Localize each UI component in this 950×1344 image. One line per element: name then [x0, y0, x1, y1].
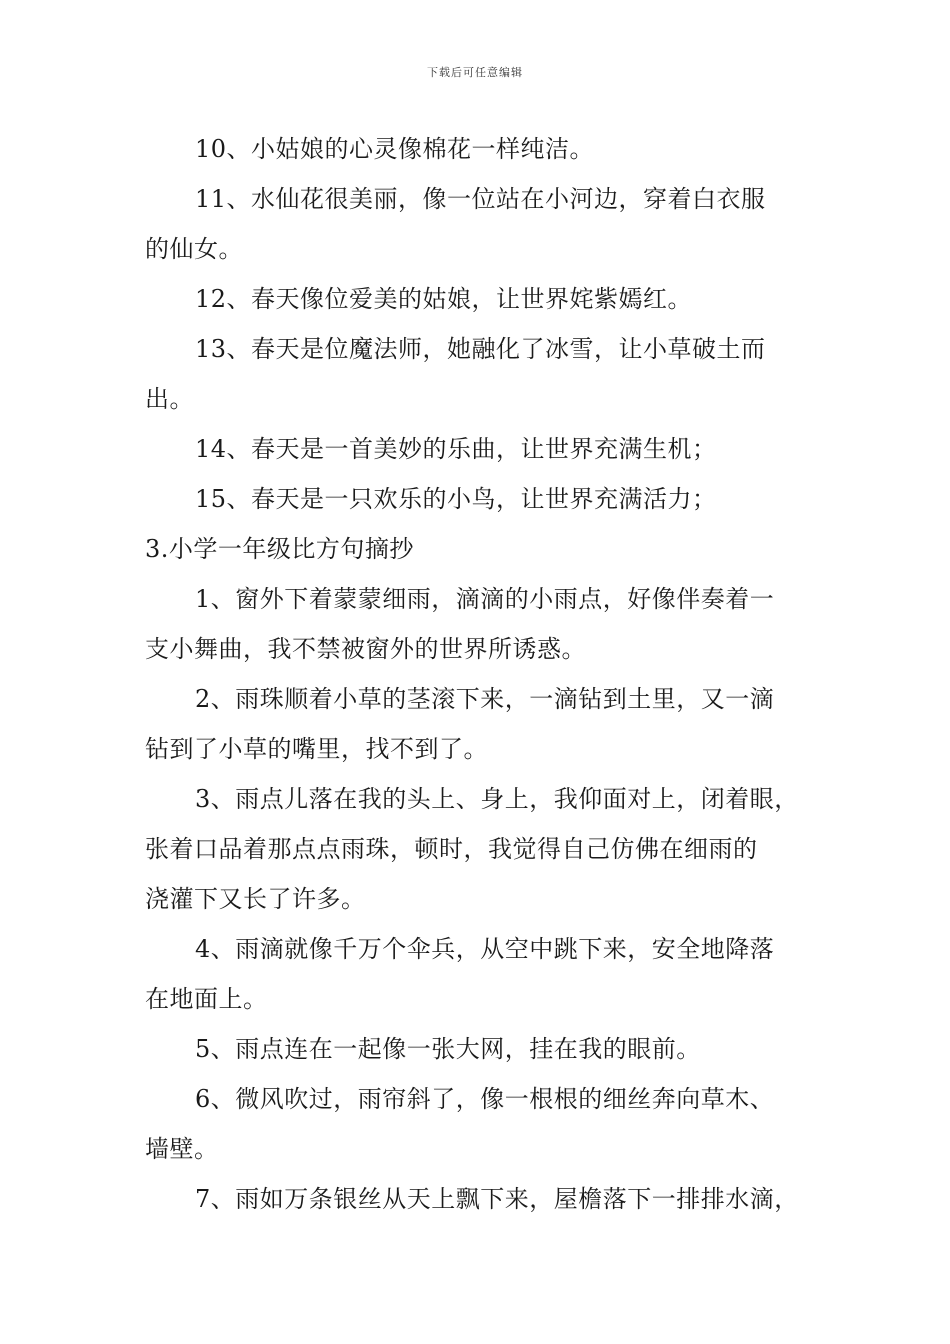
text-line: 13、春天是位魔法师，她融化了冰雪，让小草破土而: [195, 335, 766, 363]
text-line: 墙壁。: [145, 1135, 219, 1163]
text-line: 出。: [145, 385, 194, 413]
text-line: 4、雨滴就像千万个伞兵，从空中跳下来，安全地降落: [195, 935, 775, 963]
text-line: 15、春天是一只欢乐的小鸟，让世界充满活力；: [195, 485, 717, 513]
text-line: 2、雨珠顺着小草的茎滚下来，一滴钻到土里，又一滴: [195, 685, 775, 713]
text-line: 12、春天像位爱美的姑娘，让世界姹紫嫣红。: [195, 285, 693, 313]
text-line: 10、小姑娘的心灵像棉花一样纯洁。: [195, 135, 595, 163]
text-line: 1、窗外下着蒙蒙细雨，滴滴的小雨点，好像伴奏着一: [195, 585, 775, 613]
text-line: 6、微风吹过，雨帘斜了，像一根根的细丝奔向草木、: [195, 1085, 775, 1113]
text-line: 浇灌下又长了许多。: [145, 885, 366, 913]
body-text: [145, 124, 835, 1224]
text-line: 7、雨如万条银丝从天上飘下来，屋檐落下一排排水滴，: [195, 1185, 799, 1213]
text-line: 支小舞曲，我不禁被窗外的世界所诱惑。: [145, 635, 586, 663]
text-line: 3、雨点儿落在我的头上、身上，我仰面对上，闭着眼，: [195, 785, 799, 813]
text-line: 在地面上。: [145, 985, 268, 1013]
text-line: 14、春天是一首美妙的乐曲，让世界充满生机；: [195, 435, 717, 463]
section-heading: 3.小学一年级比方句摘抄: [145, 535, 414, 563]
text-line: 的仙女。: [145, 235, 243, 263]
text-line: 5、雨点连在一起像一张大网，挂在我的眼前。: [195, 1035, 701, 1063]
text-line: 张着口品着那点点雨珠，顿时，我觉得自己仿佛在细雨的: [145, 835, 758, 863]
header-note: 下载后可任意编辑: [427, 66, 523, 79]
text-line: 钻到了小草的嘴里，找不到了。: [145, 735, 488, 763]
text-line: 11、水仙花很美丽，像一位站在小河边，穿着白衣服: [195, 185, 766, 213]
